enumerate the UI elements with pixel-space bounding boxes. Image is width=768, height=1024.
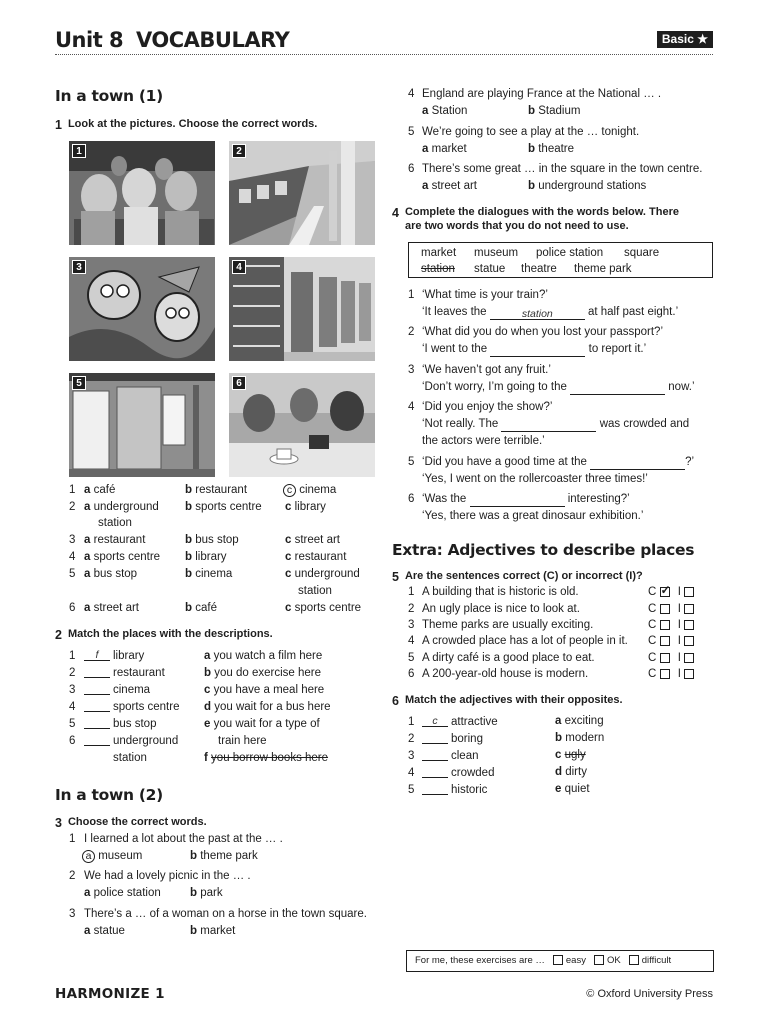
dialogue-line: the actors were terrible.’ [422, 435, 545, 447]
option-a[interactable]: a street art [84, 602, 139, 614]
option-b[interactable]: b sports centre [185, 501, 262, 513]
word-statue: statue [474, 263, 506, 275]
checkbox-incorrect[interactable] [684, 604, 694, 614]
answer-blank[interactable]: station [490, 308, 585, 320]
level-badge: Basic ★ [657, 31, 713, 48]
option-a[interactable]: a market [422, 143, 467, 155]
answer-blank[interactable] [590, 458, 685, 470]
option-a[interactable]: a sports centre [84, 551, 161, 563]
item-number: 6 [408, 493, 415, 505]
option-b[interactable]: b theme park [190, 850, 258, 862]
option-c[interactable]: c street art [285, 534, 340, 546]
dialogue-line: ‘It leaves the station at half past eight.’ [422, 306, 679, 320]
sentence-text: Theme parks are usually exciting. [422, 619, 594, 631]
option-difficult[interactable]: difficult [629, 955, 671, 967]
dialogue-line: ‘What did you do when you lost your passport?’ [422, 326, 663, 338]
dialogue-line: ‘Yes, there was a great dinosaur exhibition.’ [422, 510, 644, 522]
option-b[interactable]: b library [185, 551, 227, 563]
description-d: d you wait for a bus here [204, 701, 331, 713]
page-title [55, 27, 289, 54]
adjective-label: historic [451, 784, 488, 796]
checkbox-correct-checked[interactable]: ✓ [660, 582, 671, 597]
checkbox-correct[interactable] [660, 653, 670, 663]
dialogue-line: ‘I went to the to report it.’ [422, 343, 647, 355]
checkbox-correct[interactable] [660, 636, 670, 646]
exercise-number: 3 [55, 816, 62, 830]
sentence-text: A dirty café is a good place to eat. [422, 652, 595, 664]
section-title-in-a-town-2: In a town (2) [55, 786, 163, 804]
exercise-2-heading [55, 627, 273, 643]
correct-incorrect-choice: C I [648, 667, 694, 682]
word-theatre: theatre [521, 263, 557, 275]
item-number: 4 [408, 635, 415, 647]
item-number: 3 [69, 684, 76, 696]
correct-incorrect-choice: C I [648, 618, 694, 633]
question-text: There’s a … of a woman on a horse in the town square. [84, 908, 367, 920]
photo-cafe-friends [229, 373, 375, 477]
option-ok[interactable]: OK [594, 955, 621, 967]
exercise-number: 4 [392, 206, 399, 220]
opposite-b: b modern [555, 732, 605, 744]
dialogue-line: ‘Don’t worry, I’m going to the now.’ [422, 381, 695, 393]
option-b[interactable]: b bus stop [185, 534, 239, 546]
option-b[interactable]: b theatre [528, 143, 575, 155]
exercise-number: 1 [55, 118, 62, 132]
word-square: square [624, 247, 660, 259]
correct-incorrect-choice: C ✓ I [648, 585, 694, 600]
adjective-label: boring [451, 733, 483, 745]
item-number: 3 [408, 750, 415, 762]
dialogue-line: ‘Was the interesting?’ [422, 493, 630, 505]
sentence-text: An ugly place is nice to look at. [422, 603, 580, 615]
checkbox-incorrect[interactable] [684, 669, 694, 679]
unit-topic: VOCABULARY [135, 28, 290, 52]
answer-blank[interactable] [84, 683, 110, 695]
exercise-instruction: Choose the correct words. [67, 816, 207, 828]
photo-number: 1 [72, 144, 86, 158]
item-number: 6 [69, 602, 76, 614]
item-number: 2 [408, 326, 415, 338]
opposite-d: d dirty [555, 766, 587, 778]
option-b[interactable]: b park [190, 887, 223, 899]
option-a[interactable]: a police station [84, 887, 161, 899]
page-header [55, 27, 713, 55]
photo-underground-station [229, 141, 375, 245]
item-number: 4 [408, 401, 415, 413]
option-c-selected[interactable]: c cinema [283, 483, 336, 498]
dialogue-line: ‘Did you have a good time at the ?’ [422, 456, 695, 468]
exercise-5-heading [392, 569, 643, 585]
item-number: 4 [408, 88, 415, 100]
section-title-extra-adjectives: Extra: Adjectives to describe places [392, 541, 695, 559]
checkbox-incorrect[interactable] [684, 636, 694, 646]
question-text: England are playing France at the National … . [422, 88, 662, 100]
item-number: 6 [69, 735, 76, 747]
answer-blank[interactable] [84, 717, 110, 729]
item-number: 3 [408, 619, 415, 631]
option-b[interactable]: b market [190, 925, 236, 937]
place-label: restaurant [113, 667, 165, 679]
checkbox-correct[interactable] [660, 669, 670, 679]
option-c[interactable]: c library [285, 501, 326, 513]
checkbox-easy[interactable] [553, 955, 563, 965]
adjective-label: crowded [451, 767, 495, 779]
word-box [408, 242, 713, 278]
place-label-continuation: station [113, 752, 147, 764]
dialogue-line: ‘What time is your train?’ [422, 289, 548, 301]
description-f-used: f you borrow books here [204, 752, 329, 764]
exercise-3-heading [55, 815, 207, 831]
description-a: a you watch a film here [204, 650, 323, 662]
answer-blank[interactable] [490, 345, 585, 357]
place-label: sports centre [113, 701, 180, 713]
correct-incorrect-choice: C I [648, 602, 694, 617]
answer-blank[interactable] [84, 734, 110, 746]
item-number: 4 [408, 767, 415, 779]
exercise-4-heading [392, 205, 717, 234]
sentence-text: A building that is historic is old. [422, 586, 579, 598]
adjective-label: clean [451, 750, 479, 762]
photo-number: 6 [232, 376, 246, 390]
place-label: library [113, 650, 145, 662]
option-c[interactable]: c sports centre [285, 602, 362, 614]
difficulty-feedback-box [406, 950, 714, 972]
place-label: cinema [113, 684, 151, 696]
question-text: I learned a lot about the past at the … . [84, 833, 283, 845]
correct-incorrect-choice: C I [648, 651, 694, 666]
exercise-instruction: Are the sentences correct (C) or incorrect (I)? [404, 570, 643, 582]
exercise-1-heading [55, 117, 317, 133]
option-c-continuation: station [298, 585, 332, 597]
photo-number: 3 [72, 260, 86, 274]
checkbox-incorrect[interactable] [684, 587, 694, 597]
option-c[interactable]: c underground [285, 568, 360, 580]
answer-blank[interactable] [84, 700, 110, 712]
option-a[interactable]: a street art [422, 180, 477, 192]
photo-library [229, 257, 375, 361]
exercise-6-heading [392, 693, 623, 709]
unit-label: Unit 8 [55, 28, 124, 52]
photo-number: 2 [232, 144, 246, 158]
description-c: c you have a meal here [204, 684, 325, 696]
option-a[interactable]: a restaurant [84, 534, 146, 546]
item-number: 4 [69, 551, 76, 563]
answer-blank[interactable] [470, 495, 565, 507]
item-number: 1 [69, 650, 76, 662]
exercise-instruction: Look at the pictures. Choose the correct words. [67, 118, 318, 130]
option-b[interactable]: b underground stations [528, 180, 647, 192]
checkbox-incorrect[interactable] [684, 653, 694, 663]
item-number: 1 [408, 716, 415, 728]
question-text: There’s some great … in the square in the town centre. [422, 163, 703, 175]
item-number: 3 [408, 364, 415, 376]
question-text: We had a lovely picnic in the … . [84, 870, 251, 882]
photo-cinema-audience [69, 141, 215, 245]
option-b[interactable]: b cinema [185, 568, 233, 580]
option-b[interactable]: b café [185, 602, 217, 614]
item-number: 5 [69, 568, 76, 580]
question-text: We’re going to see a play at the … tonight. [422, 126, 640, 138]
answer-blank[interactable] [501, 420, 596, 432]
item-number: 2 [408, 733, 415, 745]
answer-blank[interactable] [422, 749, 448, 761]
item-number: 5 [69, 718, 76, 730]
item-number: 2 [69, 870, 76, 882]
sentence-text: A 200-year-old house is modern. [422, 668, 589, 680]
item-number: 4 [69, 701, 76, 713]
place-label: bus stop [113, 718, 157, 730]
item-number: 6 [408, 668, 415, 680]
description-e: e you wait for a type of [204, 718, 320, 730]
checkbox-correct[interactable] [660, 620, 670, 630]
exercise-instruction: Match the places with the descriptions. [67, 628, 273, 640]
option-a[interactable]: a bus stop [84, 568, 138, 580]
dialogue-line: ‘Yes, I went on the rollercoaster three times!’ [422, 473, 648, 485]
option-a[interactable]: a Station [422, 105, 468, 117]
copyright-notice: © Oxford University Press [586, 988, 713, 1000]
answer-blank[interactable]: f [84, 649, 110, 661]
exercise-number: 6 [392, 694, 399, 708]
checkbox-ok[interactable] [594, 955, 604, 965]
item-number: 1 [408, 289, 415, 301]
item-number: 1 [69, 833, 76, 845]
item-number: 2 [69, 501, 76, 513]
section-title-in-a-town-1: In a town (1) [55, 87, 163, 105]
exercise-number: 2 [55, 628, 62, 642]
place-label: underground [113, 735, 179, 747]
sentence-text: A crowded place has a lot of people in it. [422, 635, 628, 647]
option-b[interactable]: b restaurant [185, 484, 248, 496]
feedback-prompt: For me, these exercises are … [415, 954, 545, 966]
word-museum: museum [474, 247, 519, 259]
photo-number: 5 [72, 376, 86, 390]
correct-incorrect-choice: C I [648, 634, 694, 649]
item-number: 5 [408, 456, 415, 468]
item-number: 5 [408, 652, 415, 664]
item-number: 6 [408, 163, 415, 175]
word-police-station: police station [536, 247, 604, 259]
opposite-c-used: c ugly [555, 749, 586, 761]
option-a-selected[interactable]: a museum [82, 849, 142, 864]
item-number: 1 [408, 586, 415, 598]
dialogue-line: ‘We haven’t got any fruit.’ [422, 364, 551, 376]
checkbox-incorrect[interactable] [684, 620, 694, 630]
word-market: market [421, 247, 457, 259]
photo-street-art [69, 257, 215, 361]
answer-blank[interactable] [422, 783, 448, 795]
answer-blank[interactable] [84, 666, 110, 678]
option-b[interactable]: b Stadium [528, 105, 581, 117]
dialogue-line: ‘Not really. The was crowded and [422, 418, 690, 430]
opposite-a: a exciting [555, 715, 604, 727]
option-a-continuation: station [98, 517, 132, 529]
item-number: 5 [408, 784, 415, 796]
photo-number: 4 [232, 260, 246, 274]
adjective-label: attractive [451, 716, 498, 728]
answer-blank[interactable] [422, 766, 448, 778]
option-easy[interactable]: easy [553, 955, 586, 967]
description-b: b you do exercise here [204, 667, 321, 679]
item-number: 2 [408, 603, 415, 615]
option-a[interactable]: a underground [84, 501, 159, 513]
photo-bus-stop [69, 373, 215, 477]
dialogue-line: ‘Did you enjoy the show?’ [422, 401, 553, 413]
exercise-number: 5 [392, 570, 399, 584]
answer-blank[interactable] [570, 383, 665, 395]
checkbox-difficult[interactable] [629, 955, 639, 965]
answer-blank[interactable]: c [422, 715, 448, 727]
item-number: 3 [69, 534, 76, 546]
word-station-used: station [421, 263, 455, 275]
item-number: 3 [69, 908, 76, 920]
description-e-continuation: train here [218, 735, 267, 747]
item-number: 5 [408, 126, 415, 138]
opposite-e: e quiet [555, 783, 590, 795]
option-a[interactable]: a statue [84, 925, 125, 937]
option-a[interactable]: a café [84, 484, 116, 496]
exercise-instruction: Complete the dialogues with the words below. There are two words that you do not need to use. [404, 206, 679, 233]
item-number: 1 [69, 484, 76, 496]
checkbox-correct[interactable] [660, 604, 670, 614]
answer-blank[interactable] [422, 732, 448, 744]
item-number: 2 [69, 667, 76, 679]
option-c[interactable]: c restaurant [285, 551, 347, 563]
publisher-logo: HARMONIZE 1 [55, 986, 165, 1002]
exercise-instruction: Match the adjectives with their opposites. [404, 694, 623, 706]
word-theme-park: theme park [574, 263, 632, 275]
